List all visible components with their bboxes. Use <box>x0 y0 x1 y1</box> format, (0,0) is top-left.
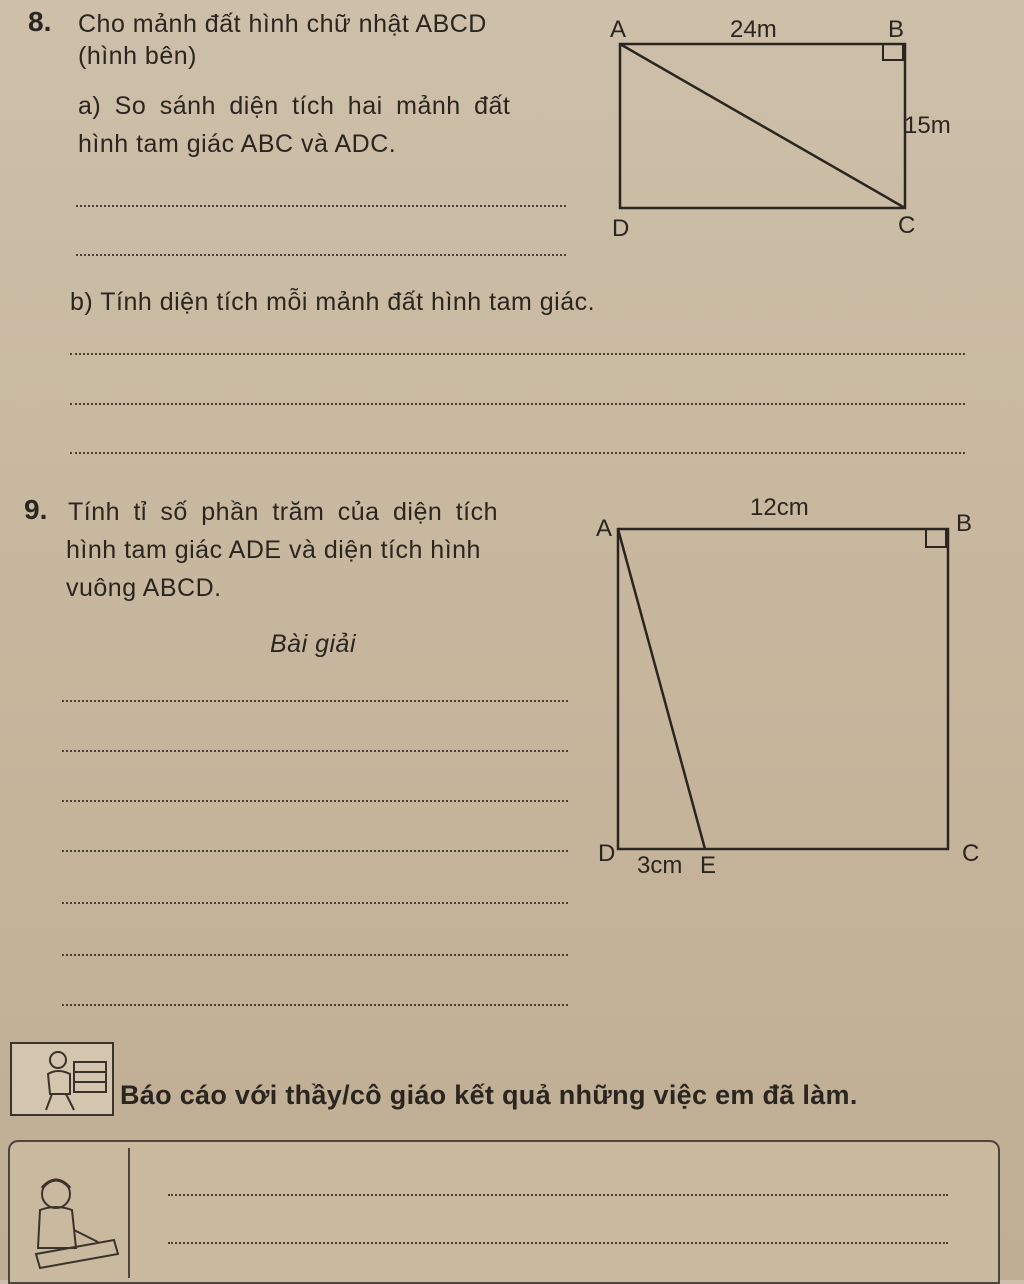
report-answer-line[interactable] <box>168 1194 948 1196</box>
q9-square-figure <box>600 515 970 860</box>
vertex-b-label: B <box>956 510 973 537</box>
question-8-line1: Cho mảnh đất hình chữ nhật ABCD <box>78 10 487 38</box>
panel-divider <box>128 1148 130 1278</box>
vertex-b-label: B <box>888 16 905 43</box>
question-8-part-a-line2: hình tam giác ABC và ADC. <box>78 130 397 158</box>
answer-line[interactable] <box>76 205 566 207</box>
vertex-c-label: C <box>898 212 916 239</box>
answer-line[interactable] <box>62 800 568 802</box>
segment-ae <box>618 529 705 849</box>
answer-line[interactable] <box>62 902 568 904</box>
length-ab-label: 12cm <box>750 494 809 521</box>
q8-rectangle-figure <box>600 30 920 220</box>
report-panel <box>8 1140 1000 1284</box>
question-8-part-a-line1: a) So sánh diện tích hai mảnh đất <box>78 92 511 120</box>
length-de-label: 3cm <box>637 852 683 879</box>
square-abcd <box>618 529 948 849</box>
length-ab-label: 24m <box>730 16 777 43</box>
answer-line[interactable] <box>70 403 965 405</box>
answer-line[interactable] <box>62 700 568 702</box>
student-books-illustration <box>10 1042 114 1116</box>
answer-line[interactable] <box>70 353 965 355</box>
right-angle-mark <box>883 44 903 60</box>
answer-line[interactable] <box>62 954 568 956</box>
answer-line[interactable] <box>62 850 568 852</box>
vertex-a-label: A <box>610 16 627 43</box>
answer-line[interactable] <box>62 1004 568 1006</box>
answer-line[interactable] <box>76 254 566 256</box>
report-instruction: Báo cáo với thầy/cô giáo kết quả những việc em đã làm. <box>120 1080 858 1110</box>
vertex-d-label: D <box>612 215 630 242</box>
student-books-icon <box>12 1044 112 1114</box>
right-angle-mark <box>926 529 946 547</box>
vertex-a-label: A <box>596 515 613 542</box>
report-answer-line[interactable] <box>168 1242 948 1244</box>
answer-line[interactable] <box>70 452 965 454</box>
question-8-part-b: b) Tính diện tích mỗi mảnh đất hình tam giác. <box>70 288 596 316</box>
question-9-line3: vuông ABCD. <box>66 574 222 602</box>
vertex-d-label: D <box>598 840 616 867</box>
answer-line[interactable] <box>62 750 568 752</box>
vertex-e-label: E <box>700 852 717 879</box>
question-9-line2: hình tam giác ADE và diện tích hình <box>66 536 481 564</box>
question-8-number: 8. <box>28 6 52 37</box>
student-writing-icon <box>18 1170 128 1280</box>
vertex-c-label: C <box>962 840 980 867</box>
question-9-number: 9. <box>24 494 48 525</box>
length-bc-label: 15m <box>904 112 951 139</box>
solution-heading: Bài giải <box>270 630 356 658</box>
question-8-line2: (hình bên) <box>78 42 197 70</box>
diagonal-ac <box>620 44 905 208</box>
question-9-line1: Tính tỉ số phần trăm của diện tích <box>68 498 499 526</box>
